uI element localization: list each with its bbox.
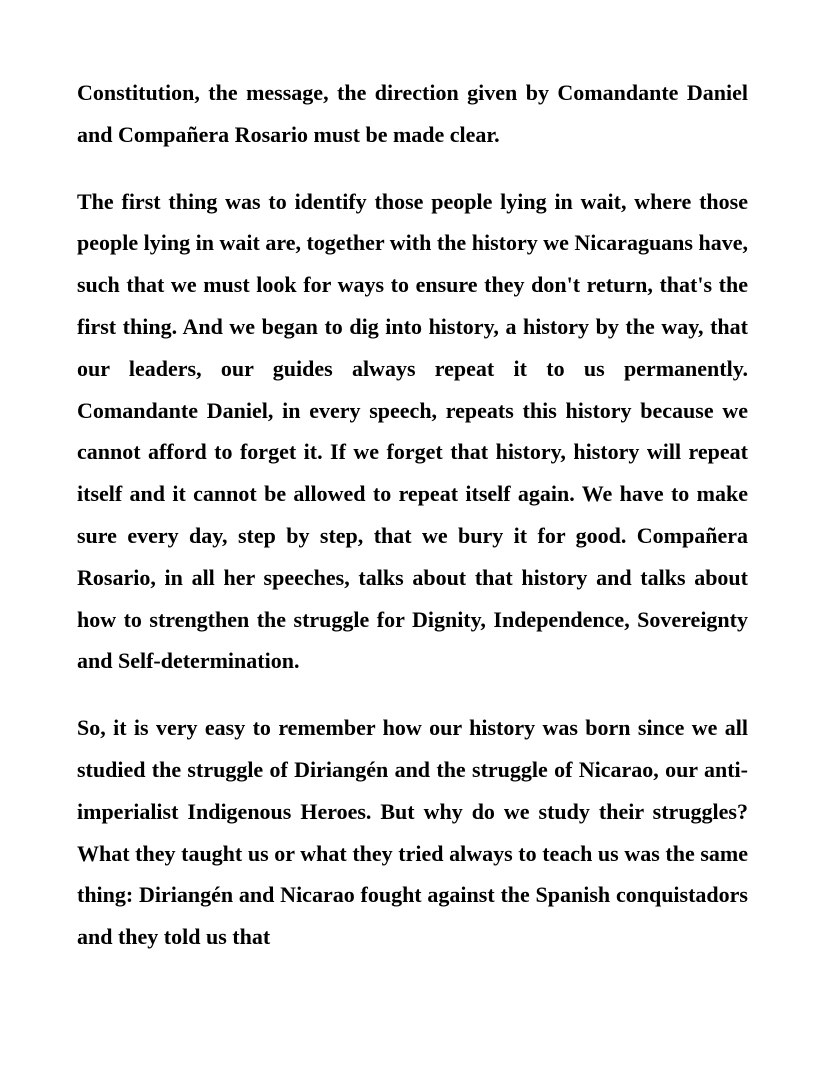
document-page (77, 72, 748, 958)
paragraph-indigenous-heroes: So, it is very easy to remember how our history was born since we all studied the struggle of Diriangén and the struggle of Nicarao, our anti-imperialist Indigenous Heroes. But why do we study their struggles? What they taught us or what they tried always to teach us was the same thing: Diriangén and Nicarao fought against the Spanish conquistadors and they told us that (77, 715, 748, 950)
paragraph-constitution: Constitution, the message, the direction given by Comandante Daniel and Compañera Rosario must be made clear. (77, 80, 748, 147)
paragraph-history: The first thing was to identify those people lying in wait, where those people lying in wait are, together with the history we Nicaraguans have, such that we must look for ways to ensure they don't return, that's the first thing. And we began to dig into history, a history by the way, that our leaders, our guides always repeat it to us permanently. Comandante Daniel, in every speech, repeats this history because we cannot afford to forget it. If we forget that history, history will repeat itself and it cannot be allowed to repeat itself again. We have to make sure every day, step by step, that we bury it for good. Compañera Rosario, in all her speeches, talks about that history and talks about how to strengthen the struggle for Dignity, Independence, Sovereignty and Self-determination. (77, 188, 748, 674)
